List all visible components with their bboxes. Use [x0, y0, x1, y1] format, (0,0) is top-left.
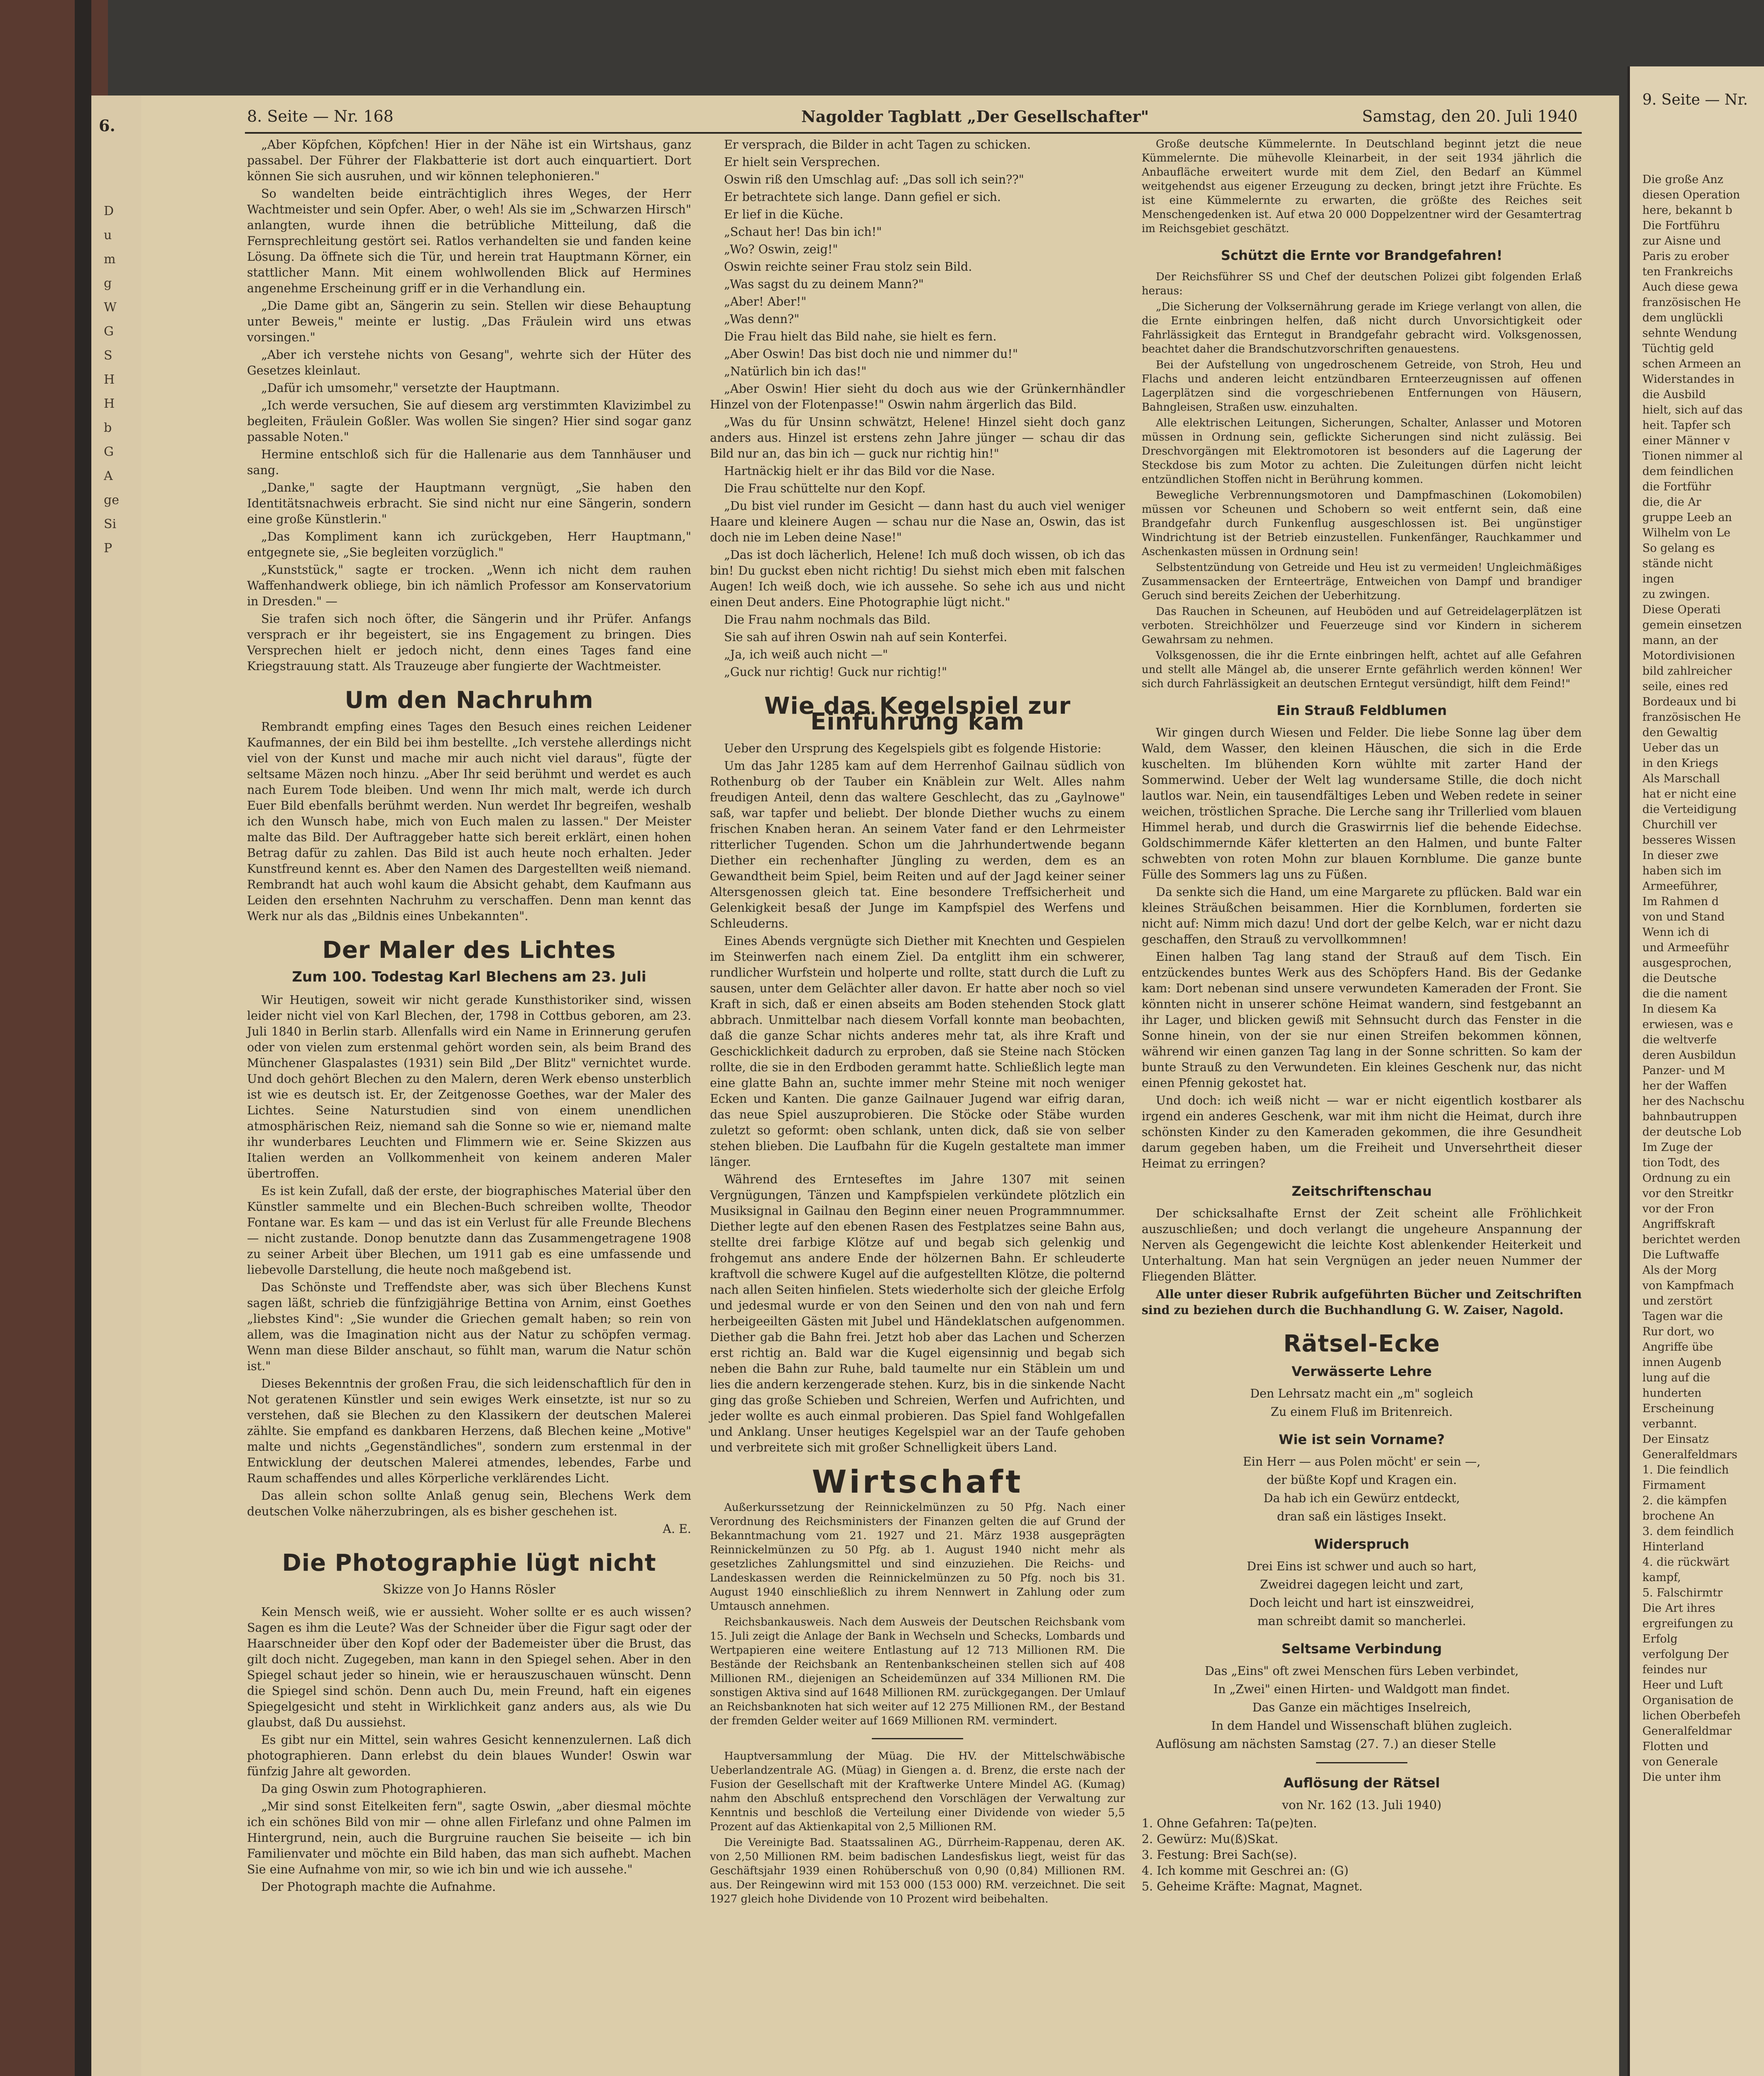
solution-item: 1. Ohne Gefahren: Ta(pe)ten. [1142, 1816, 1317, 1830]
paragraph: Dieses Bekenntnis der großen Frau, die sich leidenschaftlich für den in Not geratenen Künstler und sein ewiges Werk einsetzte, ist nur so zu verstehen, daß sie Blechen zu den Klassikern der deutschen Malerei zählte. Sie empfand es dankbaren Herzens, daß Blechen keine „Motive" malte und nichts „Gegenständliches", sondern zum erstenmal in der Entwicklung der deutschen Malerei atmendes, lebendes, Farbe und Raum schaffendes und alles Körperliche verklärendes Licht. [247, 1377, 691, 1485]
right-page-line: kampf, [1642, 1571, 1681, 1584]
right-page-line: ausgesprochen, [1642, 957, 1732, 969]
kegel-headline: Wie das Kegelspiel zur Einführung kam [764, 693, 1071, 735]
right-page-line: Motordivisionen [1642, 649, 1735, 662]
right-page-header: 9. Seite — Nr. [1642, 91, 1748, 108]
paragraph: Während des Ernteseftes im Jahre 1307 mit seinen Vergnügungen, Tänzen und Kampfspielen verkündete plötzlich ein Musiksignal in Gailnau den Beginn einer neuen Programmnummer. Diether legte auf den ebenen Rasen des Festplatzes seine Bahn aus, stellte drei farbige Klötze auf und begab sich gelenkig und frohgemut ans andere Ende der hölzernen Bahn. Er schleuderte kraftvoll die schwere Kugel auf die aufgestellten Klötze, die polternd nach allen Seiten hinfielen. Stets wiederholte sich der gleiche Erfolg und jedesmal wurde er von den Seinen und den von nah und fern herbeigeeilten Gästen mit Jubel und Händeklatschen aufgenommen. Diether gab die Bahn frei. Jetzt hob aber das Lachen und Scherzen erst richtig an. Bald war die Kugel eigensinnig und begab sich neben die Bahn zur Ruhe, bald taumelte nur ein Stäblein um und lies die andern kerzengerade stehen. Kurz, bis in die sinkende Nacht ging das große Schieben und Schreien, Werfen und Aufrichten, und jeder wollte es auch einmal probieren. Das Spiel fand Wohlgefallen und Anklang. Unser heutiges Kegelspiel war an der Taufe gehoben und verbreitete sich mit großer Schnelligkeit übers Land. [710, 1173, 1125, 1454]
right-page-line: Generalfeldmar [1642, 1725, 1732, 1738]
right-page-line: bahnbautruppen [1642, 1110, 1737, 1123]
right-page-line: Armeeführer, [1642, 880, 1718, 893]
right-page-line: berichtet werden [1642, 1233, 1741, 1246]
column-2 [710, 137, 1125, 1908]
dialogue-line: Oswin reichte seiner Frau stolz sein Bild. [724, 260, 972, 274]
right-page-line: seile, eines red [1642, 680, 1728, 693]
right-page-line: 3. dem feindlich [1642, 1525, 1734, 1538]
right-page-line: Wenn ich di [1642, 926, 1709, 939]
right-page-line: 4. die rückwärt [1642, 1556, 1730, 1569]
newspaper-page [141, 95, 1619, 2076]
right-page-line: in den Kriegs [1642, 757, 1718, 770]
dialogue-line: Oswin riß den Umschlag auf: „Das soll ich sein??" [724, 173, 1024, 186]
paragraph: „Ich werde versuchen, Sie auf diesem arg verstimmten Klavizimbel zu begleiten, Fräulein Goßler. Was wollen Sie singen? Hier sind sogar ganz passable Noten." [247, 399, 691, 444]
riddle-line: der büßte Kopf und Kragen ein. [1266, 1473, 1457, 1487]
right-page-line [1642, 141, 1763, 157]
raetsel-headline: Rätsel-Ecke [1283, 1330, 1440, 1357]
right-page-line: schen Armeen an [1642, 357, 1741, 370]
divider [872, 1738, 963, 1739]
paragraph: Um das Jahr 1285 kam auf dem Herrenhof Gailnau südlich von Rothenburg ob der Tauber ein Knäblein zur Welt. Alles nahm freudigen Anteil, denn das waltere Geschlecht, das zu „Gaylnowe" saß, war tapfer und beliebt. Der blonde Diether wuchs zu einem frischen Knaben heran. An seinem Vater fand er den Lehrmeister ritterlicher Tugenden. Schon um die Jahrhundertwende begann Diether ein rechenhafter Jüngling zu werden, dem es an Gewandtheit beim Spiel, beim Reiten und auf der Jagd keiner seiner Altersgenossen gleich tat. Eine besondere Treffsicherheit und Gelenkigkeit besaß der Junge im Kampfspiel des Werfens und Schleuderns. [710, 759, 1125, 930]
maler-headline: Der Maler des Lichtes [322, 937, 616, 964]
right-page-line: Panzer- und M [1642, 1064, 1725, 1077]
riddle-line: dran saß ein lästiges Insekt. [1277, 1510, 1447, 1523]
maler-subheadline: Zum 100. Todestag Karl Blechens am 23. Juli [292, 969, 646, 985]
paragraph: Das Rauchen in Scheunen, auf Heuböden und auf Getreidelagerplätzen ist verboten. Streichhölzer und Feuerzeuge sind vor Kindern in sicherem Gewahrsam zu nehmen. [1142, 605, 1582, 646]
right-page-line: verbannt. [1642, 1417, 1697, 1430]
page-header [141, 95, 1619, 133]
right-page-line: Tionen nimmer al [1642, 450, 1743, 463]
paragraph: „Die Sicherung der Volksernährung gerade im Kriege verlangt von allen, die die Ernte einbringen helfen, daß nicht durch Unvorsichtigkeit oder Fahrlässigkeit das Erntegut in Brandgefahr gebracht wird. Volksgenossen, beachtet daher die Brandschutzvorschriften genauestens. [1142, 301, 1582, 355]
right-page-line: französischen He [1642, 296, 1741, 309]
dialogue-line: „Natürlich bin ich das!" [724, 365, 867, 378]
right-page-line: zur Aisne und [1642, 235, 1721, 247]
right-page-line: Flotten und [1642, 1740, 1709, 1753]
riddle-3-title: Widerspruch [1314, 1536, 1409, 1552]
right-page-line: Im Zuge der [1642, 1141, 1713, 1154]
right-page-line: Die Fortführu [1642, 219, 1720, 232]
riddle-line: Drei Eins ist schwer und auch so hart, [1247, 1559, 1477, 1573]
paragraph: Es ist kein Zufall, daß der erste, der biographisches Material über den Künstler sammelte und ein Blechen-Buch schreiben wollte, Theodor Fontane war. Es kam — und das ist ein Verlust für alle Freunde Blechens — nicht zustande. Donop benutzte dann das Zusammengetragene 1908 zu seiner Arbeit über Blechen, um 1911 gab es eine umfassende und liebevolle Darstellung, die heute noch maßgebend ist. [247, 1184, 691, 1277]
right-page-line: Organisation de [1642, 1694, 1734, 1707]
paragraph: Wir gingen durch Wiesen und Felder. Die liebe Sonne lag über dem Wald, dem Wasser, den kleinen Häuschen, die sich in die Erde kuschelten. Im blühenden Korn wühlte mit zarter Hand der Sommerwind. Ueber der Welt lag wundersame Stille, die doch nicht lautlos war. Nein, ein tausendfältiges Leben und Weben redete in seiner weichen, tröstlichen Sprache. Die Lerche sang ihr Trillerlied vom blauen Himmel herab, und durch die Graswirrnis lief die behende Eidechse. Goldschimmernde Käfer kletterten an den Halmen, und bunte Falter schwebten von roten Mohn zur blauen Kornblume. Die ganze bunte Fülle des Sommers lag uns zu Füßen. [1142, 726, 1582, 881]
paragraph: „Dafür ich umsomehr," versetzte der Hauptmann. [261, 381, 560, 395]
dialogue-line: „Wo? Oswin, zeig!" [724, 242, 838, 256]
right-page-line: Die Art ihres [1642, 1602, 1715, 1615]
left-page-number: 6. [99, 116, 115, 135]
page-number-label: 8. Seite — Nr. 168 [247, 107, 394, 125]
paragraph: Selbstentzündung von Getreide und Heu ist zu vermeiden! Ungleichmäßiges Zusammensacken der Ernteerträge, Entweichen von Dampf und brandiger Geruch sind bereits Zeichen der Ueberhitzung. [1142, 561, 1582, 602]
book-spine-edge [75, 0, 91, 2076]
right-page-line: Angriffskraft [1642, 1218, 1715, 1231]
solution-note: Auflösung am nächsten Samstag (27. 7.) an dieser Stelle [1156, 1737, 1496, 1751]
right-page-line: feindes nur [1642, 1663, 1707, 1676]
riddle-line: Zu einem Fluß im Britenreich. [1270, 1405, 1453, 1419]
right-page-line: Heer und Luft [1642, 1679, 1723, 1692]
right-page-line: haben sich im [1642, 864, 1722, 877]
economy-item: Hauptversammlung der Müag. Die HV. der Mittelschwäbische Ueberlandzentrale AG. (Müag) in Giengen a. d. Brenz, die erste nach der Fusion der Gesellschaft mit der Kraftwerke Untere Mindel AG. (Kumag) nahm den Abschluß entsprechend den Vorschlägen der Verwaltung zur Kenntnis und beschloß die Verteilung einer Dividende von wieder 5,5 Prozent auf das Aktienkapital von 2,5 Millionen RM. [710, 1750, 1125, 1833]
paragraph: Kein Mensch weiß, wie er aussieht. Woher sollte er es auch wissen? Sagen es ihm die Leute? Was der Schneider über die Figur sagt oder der Haarschneider über den Kopf oder der Bademeister über die Brust, das gilt doch nicht. Zugegeben, man kann in den Spiegel sehen. Aber in den Spiegel schaut jeder so hinein, wie er herauszuschauen wünscht. Denn die Spiegel sind schön. Denn auch Du, mein Freund, haft ein eigenes Spiegelgesicht und steht in Wirklichkeit ganz anders aus, als wie Du glaubst, daß Du aussiehst. [247, 1605, 691, 1729]
right-page-line: sehnte Wendung [1642, 327, 1737, 340]
right-page-line: Die unter ihm [1642, 1771, 1721, 1784]
right-page-line: von und Stand [1642, 911, 1725, 923]
riddle-line: Das Ganze ein mächtiges Inselreich, [1252, 1701, 1471, 1714]
right-page-line: die die nament [1642, 987, 1727, 1000]
solutions-subline: von Nr. 162 (13. Juli 1940) [1282, 1798, 1441, 1812]
photo-byline: Skizze von Jo Hanns Rösler [382, 1582, 556, 1597]
right-page-line: die weltverfe [1642, 1033, 1717, 1046]
dialogue-line: Hartnäckig hielt er ihr das Bild vor die Nase. [724, 464, 995, 478]
header-rule [245, 132, 1582, 134]
riddle-1-title: Verwässerte Lehre [1292, 1364, 1432, 1379]
zeitschriftenschau-headline: Zeitschriftenschau [1292, 1183, 1432, 1199]
paragraph: Und doch: ich weiß nicht — war er nicht eigentlich kostbarer als irgend ein anderes Geschenk, war mit ihm nicht die Heimat, durch ihre schönsten Kinder zu den Kameraden gekommen, die ihre Gesundheit darum gegeben haben, um die Freiheit und Unversehrtheit dieser Heimat zu erringen? [1142, 1094, 1582, 1170]
right-page-line: von Generale [1642, 1755, 1718, 1768]
dialogue-line: Er versprach, die Bilder in acht Tagen zu schicken. [724, 138, 1031, 152]
right-page-line: französischen He [1642, 711, 1741, 724]
dialogue-line: „Aber Oswin! Das bist doch nie und nimmer du!" [724, 347, 1018, 361]
paragraph: „Das Kompliment kann ich zurückgeben, Herr Hauptmann," entgegnete sie, „Sie begleiten vorzüglich." [247, 530, 691, 559]
right-page-line: Paris zu erober [1642, 250, 1729, 263]
solutions-headline: Auflösung der Rätsel [1283, 1775, 1440, 1791]
masthead-title: Nagolder Tagblatt „Der Gesellschafter" [801, 107, 1149, 126]
kuemmel-item: Große deutsche Kümmelernte. In Deutschland beginnt jetzt die neue Kümmelernte. Die mühevolle Kleinarbeit, in der seit 1934 jährlich die Anbaufläche erweitert wurde mit dem Ziel, den Bedarf an Kümmel weitgehendst aus eigener Erzeugung zu decken, bringt jetzt ihre Früchte. Es ist eine Kümmelernte zu erwarten, die größte des Reiches seit Menschengedenken ist. Auf etwa 20 000 Doppelzentner wird der Gesamtertrag im Reichsgebiet geschätzt. [1142, 138, 1582, 235]
paragraph: „Kunststück," sagte er trocken. „Wenn ich nicht dem rauhen Waffenhandwerk obliege, bin ich nämlich Professor am Konservatorium in Dresden." — [247, 563, 691, 608]
right-page-line: Widerstandes in [1642, 373, 1735, 386]
economy-item: Die Vereinigte Bad. Staatssalinen AG., Dürrheim-Rappenau, deren AK. von 2,50 Millionen RM. beim badischen Landesfiskus liegt, weist für das Geschäftsjahr 1939 einen Rohüberschuß von 0,90 (0,84) Millionen RM. aus. Der Reingewinn wird mit 153 000 (153 000) RM. verzeichnet. Die seit 1927 gleich hohe Dividende von 10 Prozent wird beibehalten. [710, 1836, 1125, 1905]
right-page-line: Erfolg [1642, 1633, 1678, 1645]
riddle-line: Zweidrei dagegen leicht und zart, [1260, 1578, 1464, 1591]
right-page-line: here, bekannt b [1642, 204, 1732, 217]
paragraph: Es gibt nur ein Mittel, sein wahres Gesicht kennenzulernen. Laß dich photographieren. Dann erlebst du dein blaues Wunder! Oswin war fünfzig Jahre alt geworden. [247, 1733, 691, 1778]
paragraph: Da senkte sich die Hand, um eine Margarete zu pflücken. Bald war ein kleines Sträußchen beisammen. Hier die Kornblumen, forderten sie nicht auf: Nimm mich dazu! Und dort der gelbe Kelch, war er nicht dazu geschaffen, den Strauß zu vervollkommnen! [1142, 885, 1582, 946]
paragraph: „Aber ich verstehe nichts von Gesang", wehrte sich der Hüter des Gesetzes kleinlaut. [247, 348, 691, 377]
dialogue-line: „Du bist viel runder im Gesicht — dann hast du auch viel weniger Haare und kleinere Augen — schau nur die Nase an, Oswin, das ist doch nie im Leben deine Nase!" [710, 499, 1125, 544]
right-page-text-column [1642, 141, 1763, 1785]
right-page-line: ergreifungen zu [1642, 1617, 1734, 1630]
right-page-line: die Verteidigung [1642, 803, 1737, 816]
right-page-line: Im Rahmen d [1642, 895, 1719, 908]
dialogue-line: „Was sagst du zu deinem Mann?" [724, 277, 924, 291]
right-page-line: Die große Anz [1642, 173, 1723, 186]
paragraph: „Die Dame gibt an, Sängerin zu sein. Stellen wir diese Behauptung unter Beweis," meinte er lustig. „Das Fräulein wird uns etwas vorsingen." [247, 299, 691, 344]
paragraph: „Aber Köpfchen, Köpfchen! Hier in der Nähe ist ein Wirtshaus, ganz passabel. Der Führer der Flakbatterie ist dort auch einquartiert. Dort können Sie sich ausruhen, und wir können telephonieren." [247, 138, 691, 183]
economy-item: Reichsbankausweis. Nach dem Ausweis der Deutschen Reichsbank vom 15. Juli zeigt die Anlage der Bank in Wechseln und Schecks, Lombards und Wertpapieren eine weitere Entlastung auf 12 713 Millionen RM. Die Bestände der Reichsbank an Rentenbankscheinen stellen sich auf 408 Millionen RM., diejenigen an Scheidemünzen auf 334 Millionen RM. Die sonstigen Aktiva sind auf 1648 Millionen RM. zurückgegangen. Der Umlauf an Reichsbanknoten hat sich weiter auf 12 275 Millionen RM., der Bestand der fremden Gelder weiter auf 1669 Millionen RM. vermindert. [710, 1616, 1125, 1727]
right-page-line: Als der Morg [1642, 1264, 1717, 1277]
paragraph: Ueber den Ursprung des Kegelspiels gibt es folgende Historie: [724, 742, 1101, 755]
right-page-line: die Fortführ [1642, 480, 1711, 493]
riddle-line: man schreibt damit so mancherlei. [1257, 1614, 1466, 1628]
author-initials: A. E. [663, 1522, 691, 1536]
solution-item: 3. Festung: Brei Sach(se). [1142, 1848, 1297, 1862]
right-page-line: die Deutsche [1642, 972, 1717, 985]
dialogue-line: Sie sah auf ihren Oswin nah auf sein Konterfei. [724, 630, 1008, 644]
dialogue-line: „Aber Oswin! Hier sieht du doch aus wie der Grünkernhändler Hinzel von der Flotenpasse!" Oswin nahm ärgerlich das Bild. [710, 382, 1125, 411]
paragraph: Der schicksalhafte Ernst der Zeit scheint alle Fröhlichkeit auszuschließen; und doch verlangt die ungeheure Anspannung der Nerven als Gegengewicht die leichte Kost ablenkender Heiterkeit und Unterhaltung. Man hat sein Vergnügen an jeder neuen Nummer der Fliegenden Blätter. [1142, 1207, 1582, 1283]
paragraph: Alle elektrischen Leitungen, Sicherungen, Schalter, Anlasser und Motoren müssen in Ordnung sein, geflickte Sicherungen sind nicht zulässig. Bei Dreschvorgängen mit Elektromotoren ist besonders auf die Lagerung der Steckdose bis zum Motor zu achten. Die Zuleitungen dürfen nicht leicht entzündlichen Stoffen nicht in Berührung kommen. [1142, 417, 1582, 486]
right-page-line: von Kampfmach [1642, 1279, 1734, 1292]
right-page-line: In diesem Ka [1642, 1003, 1717, 1016]
column-3 [1142, 137, 1582, 1895]
right-page-line: gruppe Leeb an [1642, 511, 1732, 524]
right-page-line: 2. die kämpfen [1642, 1494, 1727, 1507]
right-page-line: ingen [1642, 573, 1674, 585]
right-page-line: tion Todt, des [1642, 1156, 1720, 1169]
divider [1316, 1762, 1407, 1763]
right-page-line: einer Männer v [1642, 434, 1730, 447]
right-page-line: Auch diese gewa [1642, 281, 1738, 294]
paragraph: Hermine entschloß sich für die Hallenarie aus dem Tannhäuser und sang. [247, 448, 691, 477]
paragraph: Da ging Oswin zum Photographieren. [261, 1782, 487, 1796]
right-page-line: Erscheinung [1642, 1402, 1715, 1415]
dialogue-line: Er lief in die Küche. [724, 208, 844, 221]
right-page-line: vor der Fron [1642, 1202, 1715, 1215]
right-page-line: bild zahlreicher [1642, 665, 1732, 678]
right-page-line: Wilhelm von Le [1642, 526, 1731, 539]
paragraph: Das Schönste und Treffendste aber, was sich über Blechens Kunst sagen läßt, schrieb die fünfzigjährige Bettina von Arnim, einst Goethes „liebstes Kind": „Sie wunder die Griechen gemalt haben; so rein von allem, was die Imagination nicht aus der Natur zu schöpfen vermag. Wenn man diese Bilder anschaut, so fühlt man, warum die Natur schön ist." [247, 1280, 691, 1373]
right-page-line: zu zwingen. [1642, 588, 1710, 601]
paragraph: Volksgenossen, die ihr die Ernte einbringen helft, achtet auf alle Gefahren und stellt alle Mängel ab, die unserer Ernte gefährlich werden können! Wer sich durch Fahrlässigkeit an deutschen Erntegut versündigt, hilft dem Feind!" [1142, 649, 1582, 690]
right-page-line: heit. Tapfer sch [1642, 419, 1731, 432]
right-page-line: lichen Oberbefeh [1642, 1709, 1741, 1722]
right-page-line: innen Augenb [1642, 1356, 1722, 1369]
strauss-headline: Ein Strauß Feldblumen [1276, 703, 1447, 718]
right-page-line: erwiesen, was e [1642, 1018, 1733, 1031]
right-page-line: ten Frankreichs [1642, 265, 1733, 278]
right-page-line: und Armeeführ [1642, 941, 1729, 954]
dialogue-line: „Aber! Aber!" [724, 295, 807, 308]
right-page-line: In dieser zwe [1642, 849, 1719, 862]
right-page-line: Tüchtig geld [1642, 342, 1714, 355]
right-page-line: Der Einsatz [1642, 1433, 1709, 1446]
paragraph: „Danke," sagte der Hauptmann vergnügt, „Sie haben den Identitätsnachweis erbracht. Sie sind nicht nur eine Sängerin, sondern eine große Künstlerin." [247, 481, 691, 526]
dialogue-line: „Schaut her! Das bin ich!" [724, 225, 882, 239]
dialogue-line: „Was du für Unsinn schwätzt, Helene! Hinzel sieht doch ganz anders aus. Hinzel ist erstens zehn Jahre jünger — schau dir das Bild nur an, das bin ich — guck nur richtig hin!" [710, 415, 1125, 460]
right-page-line: hielt, sich auf das [1642, 404, 1743, 416]
bookshop-note: Alle unter dieser Rubrik aufgeführten Bücher und Zeitschriften sind zu beziehen durch die Buchhandlung G. W. Zaiser, Nagold. [1142, 1287, 1582, 1317]
dialogue-line: „Guck nur richtig! Guck nur richtig!" [724, 665, 947, 679]
paragraph: Wir Heutigen, soweit wir nicht gerade Kunsthistoriker sind, wissen leider nicht viel von Karl Blechen, der, 1798 in Cottbus geboren, am 23. Juli 1840 in Berlin starb. Allenfalls wird ein Name in Erinnerung gerufen oder von vielen zum erstenmal gehört worden sein, als beim Brand des Münchener Glaspalastes (1931) sein Bild „Der Blitz" vernichtet wurde. Und doch gehört Blechen zu den Malern, deren Werk ebenso unsterblich ist wie es deutsch ist. Er, der Zeitgenosse Goethes, war der Maler des Lichtes. Seine Naturstudien sind von einem unendlichen atmosphärischen Reiz, niemand sah die Sonne so wie er, niemand malte ihr wunderbares Leuchten und Flimmern wie er. Seine Skizzen aus Italien werden an Vollkommenheit von keinem anderen Maler übertroffen. [247, 993, 691, 1180]
right-page-line: verfolgung Der [1642, 1648, 1729, 1661]
ernte-headline: Schützt die Ernte vor Brandgefahren! [1221, 247, 1503, 263]
dialogue-line: Er betrachtete sich lange. Dann gefiel er sich. [724, 190, 1001, 204]
right-page-line: vor den Streitkr [1642, 1187, 1734, 1200]
riddle-2-title: Wie ist sein Vorname? [1279, 1432, 1445, 1447]
riddle-4-title: Seltsame Verbindung [1281, 1641, 1442, 1657]
paragraph: Der Reichsführer SS und Chef der deutschen Polizei gibt folgenden Erlaß heraus: [1142, 271, 1582, 297]
right-page-line: Rur dort, wo [1642, 1325, 1715, 1338]
right-page-line: hunderten [1642, 1387, 1702, 1400]
dialogue-line: Die Frau hielt das Bild nahe, sie hielt es fern. [724, 330, 997, 343]
right-page-line: Angriffe übe [1642, 1341, 1713, 1354]
right-page-line: gemein einsetzen [1642, 619, 1742, 632]
right-page-line: Ordnung zu ein [1642, 1172, 1731, 1185]
right-page-line: stände nicht [1642, 557, 1713, 570]
right-page-line: dem feindlichen [1642, 465, 1734, 478]
dialogue-line: „Das ist doch lächerlich, Helene! Ich muß doch wissen, ob ich das bin! Du guckst eben nicht richtig! Du siehst mich eben mit falschen Augen! Ich weiß doch, wie ich aussehe. So sehe ich aus und nicht einen Deut anders. Eine Photographie lügt nicht." [710, 548, 1125, 609]
solution-item: 5. Geheime Kräfte: Magnat, Magnet. [1142, 1880, 1363, 1893]
right-page-line: So gelang es [1642, 542, 1715, 555]
right-page-line: hat er nicht eine [1642, 788, 1737, 801]
dialogue-line: Die Frau schüttelte nur den Kopf. [724, 482, 926, 495]
right-page-edge [1627, 66, 1764, 2076]
paragraph: Bewegliche Verbrennungsmotoren und Dampfmaschinen (Lokomobilen) müssen vor Scheunen und Schobern so weit entfernt sein, daß eine Brandgefahr durch Funkenflug ausgeschlossen ist. Bei ungünstiger Windrichtung ist der Betrieb einzustellen. Funkenfänger, Rauchkammer und Aschenkasten müssen in Ordnung sein! [1142, 489, 1582, 558]
right-page-line: 5. Falschirmtr [1642, 1586, 1723, 1599]
right-page-line: Ueber das un [1642, 742, 1719, 754]
riddle-line: In „Zwei" einen Hirten- und Waldgott man findet. [1213, 1682, 1510, 1696]
dialogue-line: „Ja, ich weiß auch nicht —" [724, 648, 888, 661]
right-page-line [1642, 157, 1763, 172]
riddle-line: Den Lehrsatz macht ein „m" sogleich [1250, 1387, 1473, 1400]
riddle-line: Doch leicht und hart ist einszweidrei, [1249, 1596, 1475, 1610]
dialogue-line: „Was denn?" [724, 312, 800, 326]
riddle-line: Ein Herr — aus Polen möcht' er sein —, [1243, 1455, 1481, 1469]
photo-headline: Die Photographie lügt nicht [282, 1550, 656, 1577]
paragraph: „Mir sind sonst Eitelkeiten fern", sagte Oswin, „aber diesmal möchte ich ein schönes Bild von mir — ohne allen Firlefanz und ohne Palmen im Hintergrund, nein, auch die Burgruine rauchen Sie beiseite — ich bin Familienvater und möchte ein Bild haben, das man sich aufhebt. Machen Sie eine Aufnahme von mir, so wie ich bin und wie ich aussehe." [247, 1799, 691, 1876]
left-page-margin-letters: DumgWGSHHbGAgeSiP [104, 204, 119, 556]
paragraph: So wandelten beide einträchtiglich ihres Weges, der Herr Wachtmeister und sein Opfer. Aber, o weh! Als sie im „Schwarzen Hirsch" anlangten, wurde ihnen die betrübliche Mitteilung, daß die Fernsprechleitung gestört sei. Ratlos verhandelten sie und fanden keine Lösung. Da öffnete sich die Tür, und herein trat Hauptmann Körner, ein stattlicher Mann. Mit einem wohlwollenden Blick auf Hermines angenehme Erscheinung griff er in die Verhandlung ein. [247, 187, 691, 295]
economy-item: Außerkurssetzung der Reinnickelmünzen zu 50 Pfg. Nach einer Verordnung des Reichsministers der Finanzen gelten die auf Grund der Bekanntmachung vom 21. 1927 und 21. März 1938 ausgeprägten Reinnickelmünzen zu 50 Pfg. ab 1. August 1940 nicht mehr als gesetzliches Zahlungsmittel und sind einzuziehen. Die Reichs- und Landeskassen werden die Reinnickelmünzen zu 50 Pfg. noch bis 31. August 1940 einschließlich zu ihrem Nennwert in Zahlung oder zum Umtausch annehmen. [710, 1501, 1125, 1613]
right-page-line: 1. Die feindlich [1642, 1464, 1729, 1476]
right-page-line: die Ausbild [1642, 388, 1706, 401]
dialogue-line: Die Frau nahm nochmals das Bild. [724, 613, 931, 627]
right-page-line: lung auf die [1642, 1371, 1710, 1384]
right-page-line: Diese Operati [1642, 603, 1721, 616]
paragraph: Das allein schon sollte Anlaß genug sein, Blechens Werk dem deutschen Volke näherzubringen, als es bisher geschehen ist. [247, 1489, 691, 1518]
wirtschaft-headline: Wirtschaft [812, 1463, 1023, 1500]
right-page-line: brochene An [1642, 1510, 1715, 1523]
right-page-line: den Gewaltig [1642, 726, 1718, 739]
right-page-line: Als Marschall [1642, 772, 1720, 785]
column-1 [247, 137, 691, 1897]
paragraph: Einen halben Tag lang stand der Strauß auf dem Tisch. Ein entzückendes buntes Werk aus des Schöpfers Hand. Bis der Gedanke kam: Dort nebenan sind unsere verwundeten Kameraden der Front. Sie könnten nicht in unserer schöne Heimat wandern, sind festgebannt an ihr Lager, und blicken gewiß mit Sehnsucht durch das Fenster in die Sonne hinein, von der sie nur einen Streifen bekommen können, während wir einen ganzen Tag lang in der Sonne schritten. So kam der bunte Strauß zu den Verwundeten. Ein kleines Geschenk nur, das nicht einen Pfennig gekostet hat. [1142, 950, 1582, 1090]
right-page-line: Generalfeldmars [1642, 1448, 1737, 1461]
right-page-line: diesen Operation [1642, 189, 1740, 201]
story-continuation [247, 137, 691, 674]
right-page-line: Firmament [1642, 1479, 1705, 1492]
right-page-line: Die Luftwaffe [1642, 1249, 1720, 1261]
paragraph: Sie trafen sich noch öfter, die Sängerin und ihr Prüfer. Anfangs versprach er ihr begeistert, sie ins Engagement zu bringen. Dies Versprechen hielt er jedoch nicht, denn eines Tages fand eine Kriegstrauung statt. Als Trauzeuge aber fungierte der Wachtmeister. [247, 612, 691, 673]
right-page-line: Bordeaux und bi [1642, 695, 1737, 708]
right-page-line: her der Waffen [1642, 1080, 1727, 1092]
dialogue-line: Er hielt sein Versprechen. [724, 155, 880, 169]
solution-item: 2. Gewürz: Mu(ß)Skat. [1142, 1832, 1279, 1846]
riddle-line: Das „Eins" oft zwei Menschen fürs Leben verbindet, [1204, 1664, 1519, 1678]
nachruhm-headline: Um den Nachruhm [345, 687, 594, 714]
right-page-line: Tagen war die [1642, 1310, 1723, 1323]
solution-item: 4. Ich komme mit Geschrei an: (G) [1142, 1864, 1349, 1878]
issue-date: Samstag, den 20. Juli 1940 [1362, 107, 1578, 125]
nachruhm-text: Rembrandt empfing eines Tages den Besuch eines reichen Leidener Kaufmannes, der ein Bild bei ihm bestellte. „Ich verstehe allerdings nicht viel von der Kunst und mache mir auch nicht viel daraus", fügte der seltsame Mäzen noch hinzu. „Aber Ihr seid berühmt und werdet es auch nach Eurem Tode bleiben. Und wenn Ihr mich malt, werde ich durch Euer Bild ebenfalls berühmt werden. Nun werdet Ihr begreifen, weshalb ich den Wunsch habe, mich von Euch malen zu lassen." Der Meister malte das Bild. Der Auftraggeber hatte sich bereit erklärt, einen hohen Betrag dafür zu zahlen. Das Bild ist auch heute noch erhalten. Jeder Kunstfreund kennt es. Aber den Namen des Dargestellten weiß niemand. Rembrandt hat auch wohl kaum die Absicht gehabt, dem Kaufmann aus Leiden den ersehnten Nachruhm zu verschaffen. Denn man kennt das Werk nur als das „Bildnis eines Unbekannten". [247, 720, 691, 923]
paragraph: Der Photograph machte die Aufnahme. [261, 1880, 496, 1894]
left-page-strip [91, 95, 142, 2076]
paragraph: Bei der Aufstellung von ungedroschenem Getreide, von Stroh, Heu und Flachs und anderen leicht entzündbaren Ernteerzeugnissen auf offenen Lagerplätzen sind die vorgeschriebenen Entfernungen von Häusern, Bahngleisen, Straßen usw. einzuhalten. [1142, 359, 1582, 414]
right-page-line: Churchill ver [1642, 818, 1717, 831]
paragraph: Eines Abends vergnügte sich Diether mit Knechten und Gespielen im Steinwerfen nach einem Ziel. Da entglitt ihm ein schwerer, rundlicher Wurfstein und holperte und rollte, statt durch die Luft zu sausen, unter dem Gelächter aller davon. Er hatte aber noch so viel Kraft in sich, daß er einen abseits am Boden stehenden Stock glatt abbrach. Unmittelbar nach diesem Vorfall konnte man beobachten, daß die ganze Schar nichts anderes mehr tat, als ihre Kraft und Geschicklichkeit dadurch zu erproben, daß sie Steine nach Stöcken rollte, die sie in den Erdboden gerammt hatte. Schließlich legte man eine glatte Bahn an, suchte immer mehr Steine mit noch weniger Ecken und Kanten. Die ganze Gailnauer Jugend war eifrig daran, das neue Spiel auszuprobieren. Die Stöcke oder Stäbe wurden zuletzt so geformt: oben schlank, unten dick, daß sie von selber stehen blieben. Die Laufbahn für die Kugeln gestaltete man immer länger. [710, 934, 1125, 1169]
right-page-line: die, die Ar [1642, 496, 1701, 509]
right-page-line: mann, an der [1642, 634, 1718, 647]
photo-story-continuation [710, 137, 1125, 680]
right-page-line: besseres Wissen [1642, 834, 1736, 847]
riddle-line: Da hab ich ein Gewürz entdeckt, [1263, 1491, 1460, 1505]
right-page-line: der deutsche Lob [1642, 1126, 1742, 1138]
right-page-line: deren Ausbildun [1642, 1049, 1736, 1062]
right-page-line: her des Nachschu [1642, 1095, 1745, 1108]
riddle-line: In dem Handel und Wissenschaft blühen zugleich. [1211, 1719, 1512, 1733]
right-page-line: Hinterland [1642, 1540, 1704, 1553]
right-page-line: dem unglückli [1642, 311, 1723, 324]
right-page-line: und zerstört [1642, 1295, 1713, 1307]
